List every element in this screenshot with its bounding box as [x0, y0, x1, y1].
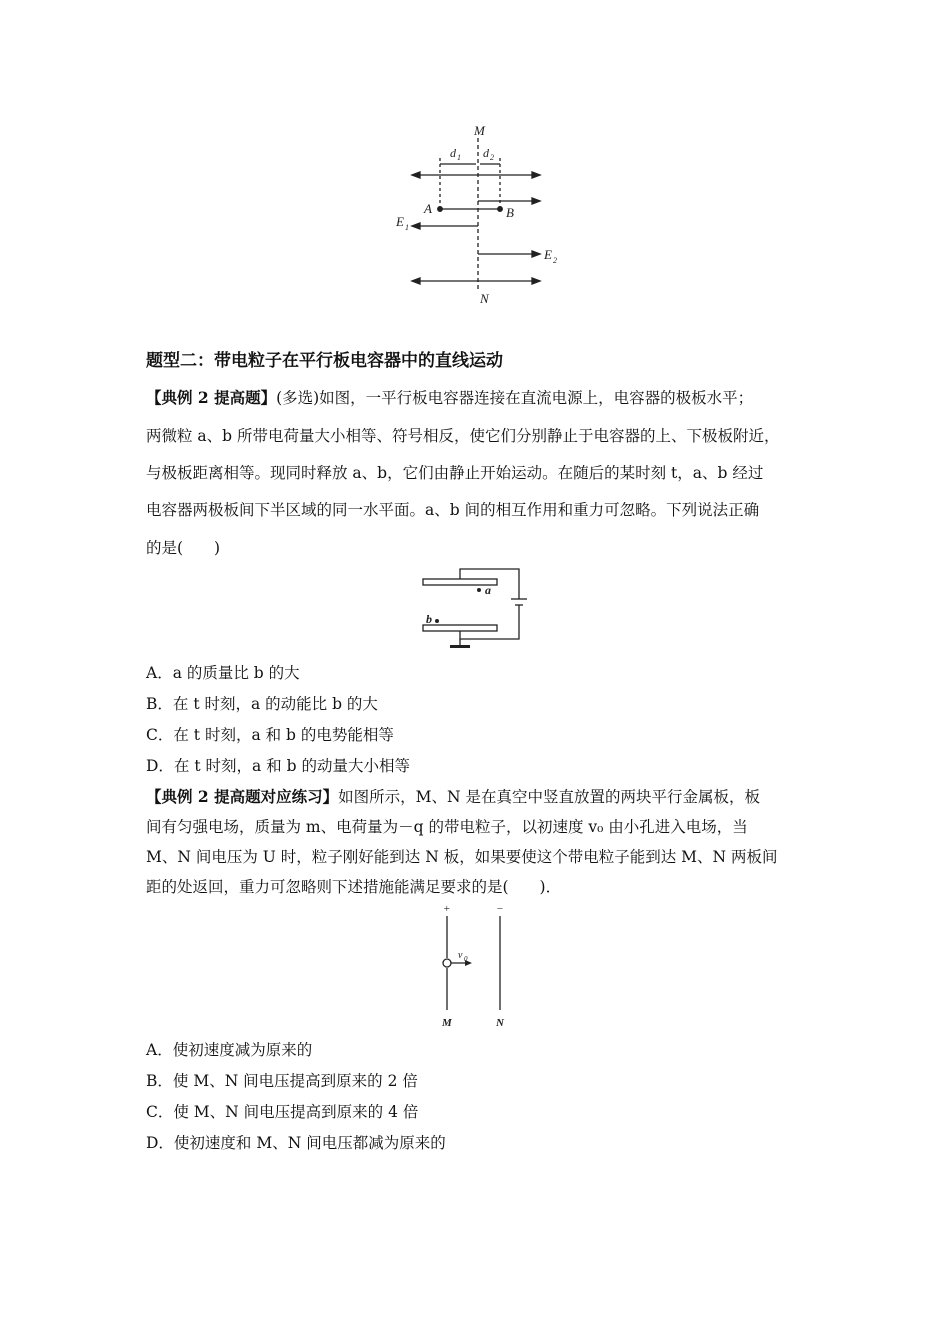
label-N: N — [480, 291, 489, 306]
example2-tag: 【典例 2 提高题】 — [146, 388, 277, 407]
fig-label-a: a — [485, 583, 491, 597]
label-M: M — [474, 123, 485, 138]
label-d2: d — [483, 146, 489, 160]
practice2-option-d: D．使初速度和 M、N 间电压都减为原来的 — [146, 1134, 446, 1152]
label-A: A — [424, 201, 432, 216]
example2-option-d: D．在 t 时刻，a 和 b 的动量大小相等 — [146, 757, 410, 775]
label-B: B — [506, 205, 514, 220]
figure-parallel-plates-mn — [430, 902, 520, 1032]
label-E1-sub: 1 — [405, 223, 409, 232]
fig-v0-sub: 0 — [464, 955, 468, 963]
example2-line2: 两微粒 a、b 所带电荷量大小相等、符号相反，使它们分别静止于电容器的上、下极板附近， — [146, 427, 780, 445]
example2-line5: 的是( ) — [146, 539, 221, 557]
example2-option-a: A．a 的质量比 b 的大 — [146, 664, 300, 682]
label-E2: E — [544, 247, 552, 262]
fig-minus-sign: − — [496, 903, 504, 915]
label-E2-sub: 2 — [553, 256, 557, 265]
figure-capacitor-circuit — [415, 565, 535, 653]
practice2-line1-text: 如图所示，M、N 是在真空中竖直放置的两块平行金属板，板 — [338, 788, 760, 806]
fig-v0-label: v — [458, 950, 463, 961]
example2-line1 — [146, 388, 753, 408]
example2-line1-text: (多选)如图，一平行板电容器连接在直流电源上，电容器的极板水平； — [276, 389, 754, 407]
practice2-line3: M、N 间电压为 U 时，粒子刚好能到达 N 板，如果要使这个带电粒子能到达 M、N 两板间 — [146, 848, 778, 866]
section-title: 题型二：带电粒子在平行板电容器中的直线运动 — [146, 351, 503, 371]
practice2-tag: 【典例 2 提高题对应练习】 — [146, 787, 339, 806]
example2-option-b: B．在 t 时刻，a 的动能比 b 的大 — [146, 695, 378, 713]
example2-option-c: C．在 t 时刻，a 和 b 的电势能相等 — [146, 726, 394, 744]
fig-label-b: b — [426, 612, 432, 626]
label-E1: E — [396, 214, 404, 229]
label-d1-sub: 1 — [457, 153, 461, 162]
figure-electric-field-regions — [390, 120, 570, 310]
practice2-option-b: B．使 M、N 间电压提高到原来的 2 倍 — [146, 1072, 418, 1090]
example2-line4: 电容器两极板间下半区域的同一水平面。a、b 间的相互作用和重力可忽略。下列说法正确 — [146, 501, 760, 519]
practice2-line4: 距的处返回，重力可忽略则下述措施能满足要求的是( )． — [146, 878, 562, 896]
label-d2-sub: 2 — [490, 153, 494, 162]
practice2-line2: 间有匀强电场，质量为 m、电荷量为－q 的带电粒子，以初速度 v₀ 由小孔进入电场，当 — [146, 818, 748, 836]
fig-plus-sign: + — [443, 903, 451, 915]
practice2-option-a: A．使初速度减为原来的 — [146, 1041, 313, 1059]
practice2-line1 — [146, 787, 760, 807]
practice2-option-c: C．使 M、N 间电压提高到原来的 4 倍 — [146, 1103, 419, 1121]
label-d1: d — [450, 146, 456, 160]
fig-label-N: N — [496, 1017, 504, 1029]
fig-label-M: M — [442, 1017, 452, 1029]
example2-line3: 与极板距离相等。现同时释放 a、b，它们由静止开始运动。在随后的某时刻 t，a、b 经过 — [146, 464, 764, 482]
